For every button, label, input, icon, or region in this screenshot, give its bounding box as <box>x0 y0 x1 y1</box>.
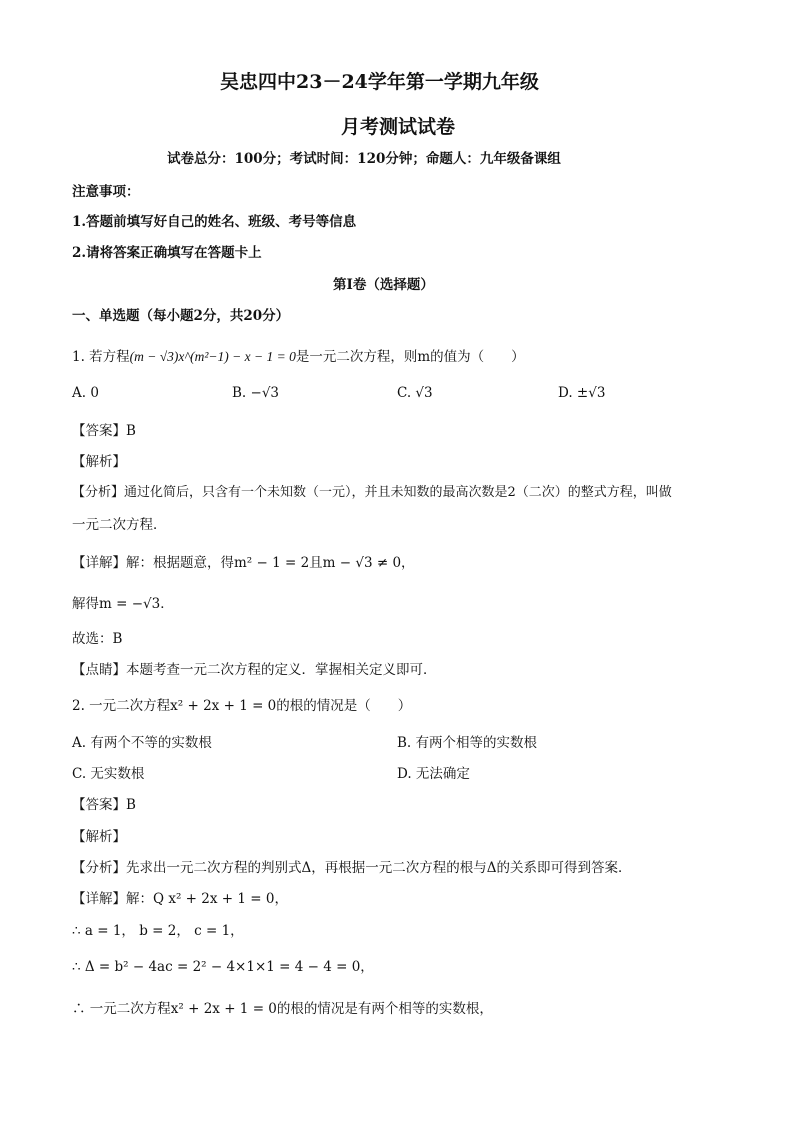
question-1-analysis-line-1: 【分析】通过化简后，只含有一个未知数（一元），并且未知数的最高次数是2（二次）的整式方程，叫做 <box>72 485 672 500</box>
question-1-option-a: A. 0 <box>72 385 99 401</box>
note-item-2: 2.请将答案正确填写在答题卡上 <box>72 245 262 261</box>
question-1-stem <box>72 348 525 366</box>
question-2-option-c: C. 无实数根 <box>72 766 145 782</box>
question-2-detail-line-1: 【详解】解：Q x² + 2x + 1 = 0， <box>72 891 288 907</box>
question-1-option-c: C. √3 <box>397 385 433 401</box>
question-2-analysis-heading: 【解析】 <box>72 829 126 845</box>
question-2-analysis: 【分析】先求出一元二次方程的判别式Δ，再根据一元二次方程的根与Δ的关系即可得到答案． <box>72 860 632 876</box>
exam-title: 吴忠四中23－24学年第一学期九年级 <box>220 71 539 93</box>
question-1-option-d: D. ±√3 <box>558 385 606 401</box>
question-1-option-b: B. −√3 <box>232 385 280 401</box>
question-1-choose: 故选：B <box>72 631 123 647</box>
question-2-option-d: D. 无法确定 <box>397 766 470 782</box>
exam-info: 试卷总分：100分；考试时间：120分钟；命题人：九年级备课组 <box>167 151 561 167</box>
question-1-analysis-heading: 【解析】 <box>72 454 126 470</box>
question-1-analysis-line-2: 一元二次方程． <box>72 517 167 533</box>
notes-heading: 注意事项： <box>72 184 140 200</box>
exam-subtitle: 月考测试试卷 <box>341 116 456 138</box>
question-1-detail-line-2: 解得m = −√3． <box>72 596 174 612</box>
question-2-detail-line-3: ∴ Δ = b² − 4ac = 2² − 4×1×1 = 4 − 4 = 0， <box>72 959 374 975</box>
question-2-detail-line-4: ∴ 一元二次方程x² + 2x + 1 = 0的根的情况是有两个相等的实数根， <box>72 1001 493 1017</box>
part-title: 第I卷（选择题） <box>333 277 434 293</box>
question-2-option-b: B. 有两个相等的实数根 <box>397 735 538 751</box>
question-1-comment: 【点睛】本题考查一元二次方程的定义．掌握相关定义即可． <box>72 662 437 678</box>
note-item-1: 1.答题前填写好自己的姓名、班级、考号等信息 <box>72 214 357 230</box>
question-1-prefix: 1. 若方程 <box>72 349 130 365</box>
question-1-answer: 【答案】B <box>72 423 136 439</box>
question-2-option-a: A. 有两个不等的实数根 <box>72 735 212 751</box>
question-2-detail-line-2: ∴ a = 1， b = 2， c = 1， <box>72 923 244 939</box>
question-2-stem: 2. 一元二次方程x² + 2x + 1 = 0的根的情况是（ ） <box>72 698 412 714</box>
section-title: 一、单选题（每小题2分，共20分） <box>72 308 290 324</box>
question-1-detail-line-1: 【详解】解：根据题意，得m² − 1 = 2且m − √3 ≠ 0， <box>72 555 415 571</box>
question-1-equation: (m − √3)x^(m²−1) − x − 1 = 0 <box>129 349 296 364</box>
question-1-suffix: 是一元二次方程，则m的值为（ ） <box>295 349 525 365</box>
question-2-answer: 【答案】B <box>72 797 136 813</box>
